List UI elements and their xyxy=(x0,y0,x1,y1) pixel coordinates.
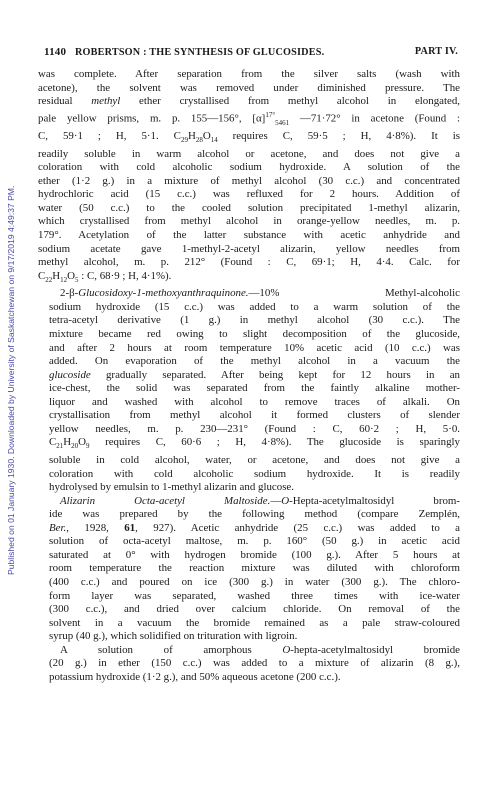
text-line: mixture became red owing to slight decomposition of the glucoside, xyxy=(49,327,460,340)
text-line: coloration with cold alcoholic sodium hydroxide. A solution of the xyxy=(38,161,460,174)
text-line: and after 2 hours at room temperature 10% acetic acid (10 c.c.) was xyxy=(49,341,460,354)
paragraph xyxy=(38,495,460,644)
download-watermark: Published on 01 January 1930. Downloaded by University of Saskatchewan on 9/17/2019 4:49:37 PM. xyxy=(6,185,16,575)
text-line: Alizarin Octa-acetyl Maltoside.—O-Hepta-acetylmaltosidyl brom- xyxy=(60,494,460,507)
text-line: sodium hydroxide (15 c.c.) was added to a warm solution of the xyxy=(49,300,460,313)
text-line: was complete. After separation from the silver salts (wash with xyxy=(38,68,460,80)
text-line: $C_{22}H_{12}O_5$ : C, 68·9 ; H, 4·1%). xyxy=(38,269,172,284)
text-line: Ber., 1928, 61, 927). Acetic anhydride (25 c.c.) was added to a xyxy=(49,521,461,534)
text-line: 2-β-Glucosidoxy-1-methoxyanthraquinone.—10% Methyl-alcoholic xyxy=(60,287,460,300)
page-number: 1140 xyxy=(44,46,67,58)
text-line: (20 g.) in ether (150 c.c.) was added to a mixture of alizarin (8 g.), xyxy=(49,657,460,670)
text-line: ether (1·2 g.) in a mixture of methyl alcohol (30 c.c.) and concentrated xyxy=(38,174,460,187)
text-line: readily soluble in warm alcohol or acetone, and does not give a xyxy=(38,147,460,160)
text-line: residual methyl ether crystallised from methyl alcohol in elongated, xyxy=(38,95,461,108)
text-line: acetone), the solvent was removed under diminished pressure. The xyxy=(38,81,460,94)
text-line: form layer was separated, washed three times with ice-water xyxy=(49,589,460,602)
text-line: hydrochloric acid (15 c.c.) was refluxed for 2 hours. Addition of xyxy=(38,188,460,201)
text-line: soluble in cold alcohol, water, or acetone, and does not give a xyxy=(49,454,460,467)
text-line: yellow needles, m. p. 230—231° (Found : C, 60·2 ; H, 5·0. xyxy=(49,422,460,435)
text-line: added. On evaporation of the methyl alcohol in a vacuum the xyxy=(49,355,460,368)
paragraph xyxy=(38,287,460,494)
text-line: (300 c.c.), and dried over calcium chloride. On removal of the xyxy=(49,603,460,616)
text-line: $C_{21}H_{20}O_9$ requires C, 60·6 ; H, 4·8%). The glucoside is sparingly xyxy=(49,436,460,451)
text-line: sodium acetate gave 1-methyl-2-acetyl alizarin, yellow needles from xyxy=(38,242,460,255)
text-line: which crystallised from methyl alcohol in orange-yellow needles, m. p. xyxy=(38,215,460,228)
part-label: PART IV. xyxy=(414,46,458,57)
page-header xyxy=(44,46,458,62)
text-line: crystallisation from methyl alcohol it formed clusters of slender xyxy=(49,409,460,422)
text-line: ide was prepared by the following method (compare Zemplén, xyxy=(49,508,460,521)
text-line: A solution of amorphous O-hepta-acetylmaltosidyl bromide xyxy=(60,643,460,656)
text-line: ice-chest, the solid was separated from the faintly alkaline mother- xyxy=(49,382,460,395)
text-line: hydrolysed by emulsin to 1-methyl alizarin and glucose. xyxy=(49,481,294,494)
paragraph xyxy=(38,68,460,287)
text-line: room temperature the reaction mixture was diluted with chloroform xyxy=(49,562,460,575)
text-line: liquor and washed with alcohol to remove traces of alkali. On xyxy=(49,395,460,408)
text-line: methyl alcohol, m. p. 212° (Found : C, 69·1; H, 4·4. Calc. for xyxy=(38,256,460,269)
text-line: syrup (40 g.), which solidified on trituration with ligroin. xyxy=(49,630,298,643)
text-line: solvent in a vacuum the bromide remained as a pale straw-coloured xyxy=(49,616,460,629)
text-line: solution of octa-acetyl maltose, m. p. 160° (50 g.) in acetic acid xyxy=(49,535,460,548)
text-line: (400 c.c.) and poured on ice (300 g.) in water (300 g.). The chloro- xyxy=(49,576,460,588)
text-line: 179°. Acetylation of the latter substance with acetic anhydride and xyxy=(38,228,460,241)
paragraph xyxy=(38,644,460,685)
article-body xyxy=(38,68,460,684)
text-line: glucoside gradually separated. After being kept for 12 hours in an xyxy=(49,368,460,381)
text-line: C, 59·1 ; H, 5·1. $C_{29}H_{28}O_{14}$ requires C, 59·5 ; H, 4·8%). It is xyxy=(38,129,460,145)
text-line: pale yellow prisms, m. p. 155—156°, $[\alpha]^{17^\circ}_{5461}$ —71·72° in acetone (Found : xyxy=(38,110,460,127)
running-title: ROBERTSON : THE SYNTHESIS OF GLUCOSIDES. xyxy=(74,47,325,58)
text-line: coloration with cold alcoholic sodium hydroxide. It is readily xyxy=(49,467,460,480)
text-line: saturated at 0° with hydrogen bromide (100 g.). After 5 hours at xyxy=(49,548,460,561)
text-line: tetra-acetyl derivative (1 g.) in methyl alcohol (30 c.c.). The xyxy=(49,314,460,327)
text-line: water (50 c.c.) to the cooled solution precipitated 1-methyl alizarin, xyxy=(38,201,460,214)
text-line: potassium hydroxide (1·2 g.), and 50% aqueous acetone (200 c.c.). xyxy=(49,670,341,683)
